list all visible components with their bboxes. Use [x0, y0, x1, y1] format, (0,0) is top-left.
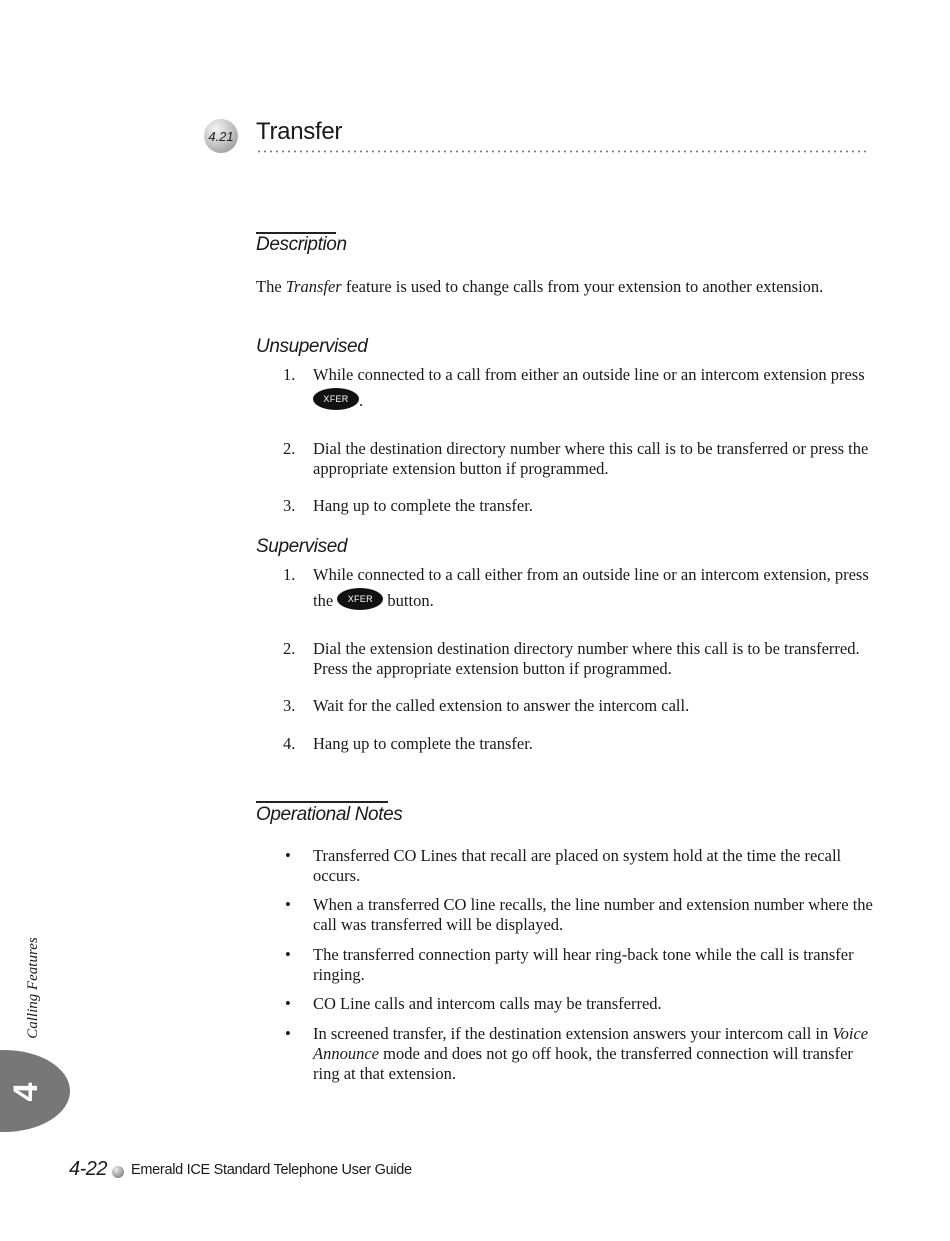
note-text: Transferred CO Lines that recall are placed on system hold at the time the recall occurs. [313, 846, 842, 885]
note-text-pre: In screened transfer, if the destination extension answers your intercom call in [313, 1024, 833, 1043]
chapter-label-text: Calling Features [25, 937, 41, 1039]
note-text: The transferred connection party will hear ring-back tone while the call is transfer ringing. [313, 945, 854, 984]
step-number: 2. [283, 439, 296, 458]
description-text-italic: Transfer [285, 277, 342, 296]
bullet-icon: • [285, 945, 291, 964]
note-text-italic: Voice Announce [313, 1024, 869, 1063]
bullet-icon: • [285, 994, 291, 1013]
step-text: Hang up to complete the transfer. [313, 734, 533, 753]
dotted-divider [256, 150, 868, 153]
step-number: 2. [283, 639, 296, 658]
step-text-pre: While connected to a call either from an outside line or an intercom extension, press the [313, 565, 869, 610]
xfer-key-icon: XFER [313, 388, 359, 410]
step-number: 3. [283, 496, 296, 515]
footer-page-number: 4-22 [69, 1158, 108, 1180]
description-text-post: feature is used to change calls from your extension to another extension. [341, 277, 824, 296]
step-text: Dial the extension destination directory number where this call is to be transferred. Press the appropriate extension button if programmed. [313, 639, 860, 678]
description-text [256, 277, 866, 297]
note-text: When a transferred CO line recalls, the line number and extension number where the call was transferred will be displayed. [313, 895, 873, 934]
section-number: 4.21 [208, 128, 234, 144]
step-number: 1. [283, 365, 296, 384]
step-text: Hang up to complete the transfer. [313, 496, 533, 515]
supervised-heading: Supervised [256, 536, 348, 557]
description-heading: Description [256, 234, 347, 255]
step-number: 4. [283, 734, 296, 753]
notes-heading: Operational Notes [256, 804, 403, 825]
step-text-pre: While connected to a call from either an outside line or an intercom extension press [313, 365, 865, 384]
note-text-post: mode and does not go off hook, the transferred connection will transfer ring at that extension. [313, 1044, 853, 1083]
step-text [313, 562, 878, 614]
bullet-icon: • [285, 895, 291, 914]
step-text: Wait for the called extension to answer the intercom call. [313, 696, 690, 715]
bullet-icon: • [285, 1024, 291, 1043]
chapter-number: 4 [7, 1082, 45, 1102]
step-number: 1. [283, 565, 296, 584]
step-text: Dial the destination directory number where this call is to be transferred or press the appropriate extension button if programmed. [313, 439, 869, 478]
unsupervised-heading: Unsupervised [256, 336, 368, 357]
footer-ball-icon [112, 1166, 124, 1178]
section-number-badge [204, 119, 238, 153]
description-text-pre: The [256, 277, 286, 296]
step-text [313, 362, 878, 414]
page-title: Transfer [256, 118, 343, 145]
step-text-post: . [359, 391, 364, 410]
bullet-icon: • [285, 846, 291, 865]
note-text [313, 1024, 878, 1084]
xfer-key-icon: XFER [337, 588, 383, 610]
step-text-post: button. [383, 591, 434, 610]
notes-rule [256, 801, 388, 803]
step-number: 3. [283, 696, 296, 715]
note-text: CO Line calls and intercom calls may be transferred. [313, 994, 662, 1013]
footer-title: Emerald ICE Standard Telephone User Guide [131, 1162, 412, 1178]
